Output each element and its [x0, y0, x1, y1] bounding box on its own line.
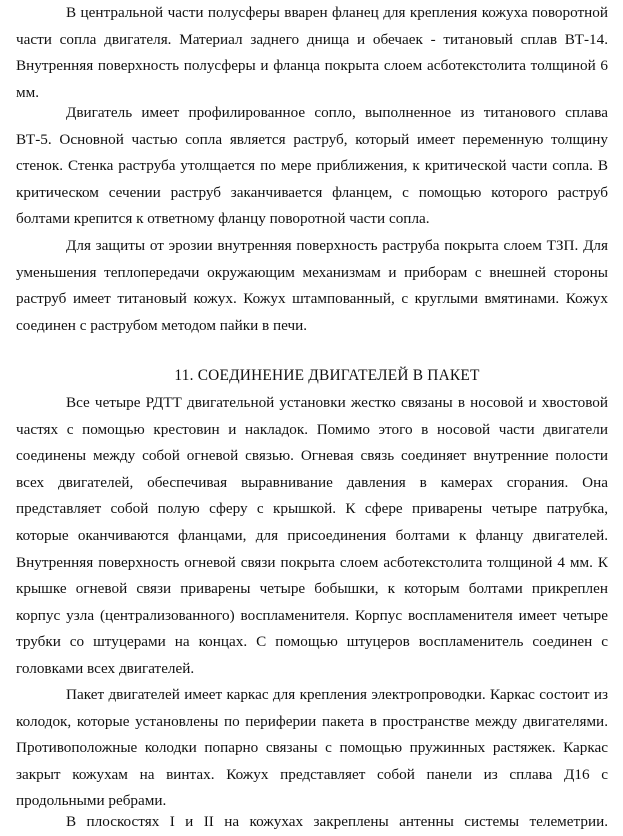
paragraph-nozzle-flange: В центральной части полусферы вварен фланец для крепления кожуха поворотной части сопла двигателя. Материал заднего днища и обечаек - титановый сплав ВТ-14. Внутренняя поверхность полусферы и фланца покрыта слоем асботекстолита толщиной 6 мм.: [16, 4, 608, 101]
paragraph-nozzle-profile: Двигатель имеет профилированное сопло, выполненное из титанового сплава ВТ-5. Основной частью сопла является раструб, который имеет переменную толщину стенок. Стенка раструба утолщается по мере приближения, к критической части сопла. В критическом сечении раструб заканчивается фланцем, с помощью которого раструб болтами крепится к ответному фланцу поворотной части сопла.: [16, 104, 608, 228]
paragraph-telemetry-antennas: В плоскостях I и II на кожухах закреплены антенны системы телеметрии.: [66, 813, 608, 830]
section-heading: 11. СОЕДИНЕНИЕ ДВИГАТЕЛЕЙ В ПАКЕТ: [174, 367, 480, 384]
paragraph-engine-linkage: Все четыре РДТТ двигательной установки жестко связаны в носовой и хвостовой частях с помощью крестовин и накладок. Помимо этого в носовой части двигатели соединены между собой огневой связью. Огневая связь соединяет внутренние полости всех двигателей, обеспечивая выравнивание давления в камерах сгорания. Она представляет собой полую сферу с крышкой. К сфере приварены четыре патрубка, которые оканчиваются фланцами, для присоединения болтами к фланцу двигателей. Внутренняя поверхность огневой связи покрыта слоем асботекстолита толщиной 4 мм. К крышке огневой связи приварены четыре бобышки, к которым болтами прикреплен корпус узла (централизованного) воспламенителя. Корпус воспламенителя имеет четыре трубки со штуцерами на концах. С помощью штуцеров воспламенитель соединен с головками всех двигателей.: [16, 394, 608, 677]
paragraph-wiring-frame: Пакет двигателей имеет каркас для крепления электропроводки. Каркас состоит из колодок, которые установлены по периферии пакета в пространстве между двигателями. Противоположные колодки попарно связаны с помощью пружинных растяжек. Каркас закрыт кожухам на винтах. Кожух представляет собой панели из сплава Д16 с продольными ребрами.: [16, 686, 608, 810]
paragraph-erosion-protection: Для защиты от эрозии внутренняя поверхность раструба покрыта слоем ТЗП. Для уменьшения теплопередачи окружающим механизмам и приборам с внешней стороны раструб имеет титановый кожух. Кожух штампованный, с круглыми вмятинами. Кожух соединен с раструбом методом пайки в печи.: [16, 237, 608, 334]
